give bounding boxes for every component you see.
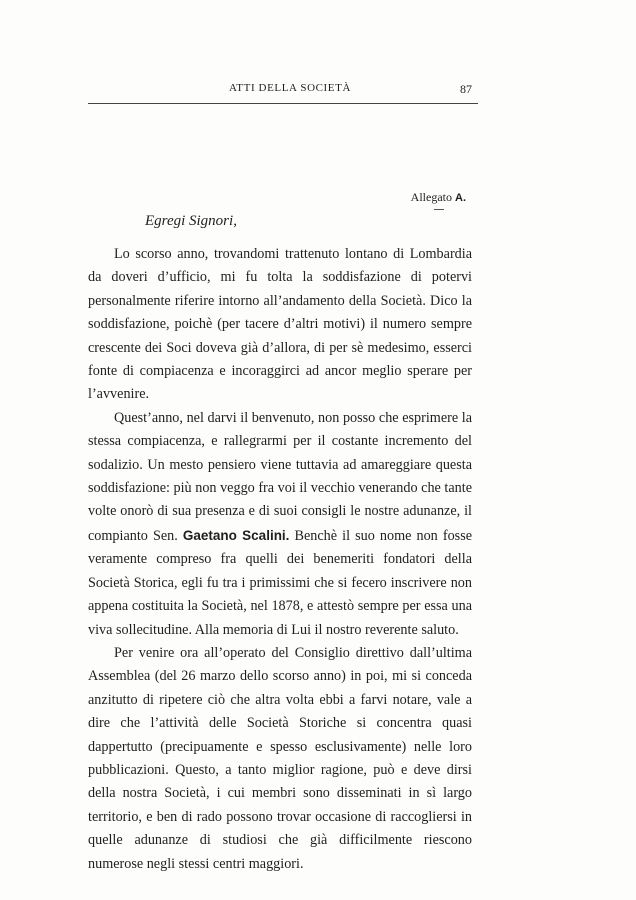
page-number: 87: [460, 82, 472, 96]
header-rule: [88, 103, 478, 104]
bold-person-name: Gaetano Scalini.: [182, 527, 290, 543]
paragraph-1: Lo scorso anno, trovandomi trattenuto lontano di Lombardia da doveri d’ufficio, mi fu tolta la soddisfazione di potervi personalmente riferire intorno all’andamento della Società. Dico la soddisfazione, poichè (per tacere d’altri motivi) il numero sempre crescente dei Soci doveva già d’allora, di per sè medesimo, esserci fonte di compiacenza e incoraggirci ad ancor meglio sperare per l’avvenire.: [88, 246, 472, 403]
paragraph-2-before: Quest’anno, nel darvi il benvenuto, non posso che esprimere la stessa compiacenza, e rallegrarmi per il costante incremento del sodalizio. Un mesto pensiero viene tuttavia ad amareggiare questa soddisfazione: più non veggo fra voi il vecchio venerando che tante volte onorò di sua presenza e di suoi consigli le nostre adunanze, il compianto Sen.: [88, 409, 472, 544]
paragraph-2-after: Benchè il suo nome non fosse veramente compreso fra quelli dei benemeriti fondatori della Società Storica, egli fu tra i primissimi che si fecero inscrivere non appena costituita la Società, nel 1878, e attestò sempre per essa una viva sollecitudine. Alla memoria di Lui il nostro reverente saluto.: [88, 527, 473, 638]
body-text: [88, 243, 472, 876]
paragraph-2: [88, 407, 472, 642]
salutation: Egregi Signori,: [145, 213, 237, 229]
running-title: ATTI DELLA SOCIETÀ: [228, 82, 351, 94]
attachment-dash: [434, 209, 444, 210]
running-head: [0, 82, 636, 102]
attachment-label: [411, 190, 466, 205]
paragraph-3: Per venire ora all’operato del Consiglio direttivo dall’ultima Assemblea (del 26 marzo dello scorso anno) in poi, mi si conceda anzitutto di ripetere ciò che altra volta ebbi a farvi notare, vale a dire che l’attività delle Società Storiche si concentra quasi dappertutto (precipuamente e spesso esclusivamente) nelle loro pubblicazioni. Questo, a tanto miglior ragione, può e deve dirsi della nostra Società, i cui membri sono disseminati in sì largo territorio, e ben di rado possono trovar occasione di raccogliersi in quelle adunanze di studiosi che già difficilmente riescono numerose negli stessi centri maggiori.: [88, 644, 472, 872]
attachment-prefix: Allegato: [410, 190, 452, 204]
attachment-letter: A.: [455, 192, 466, 204]
